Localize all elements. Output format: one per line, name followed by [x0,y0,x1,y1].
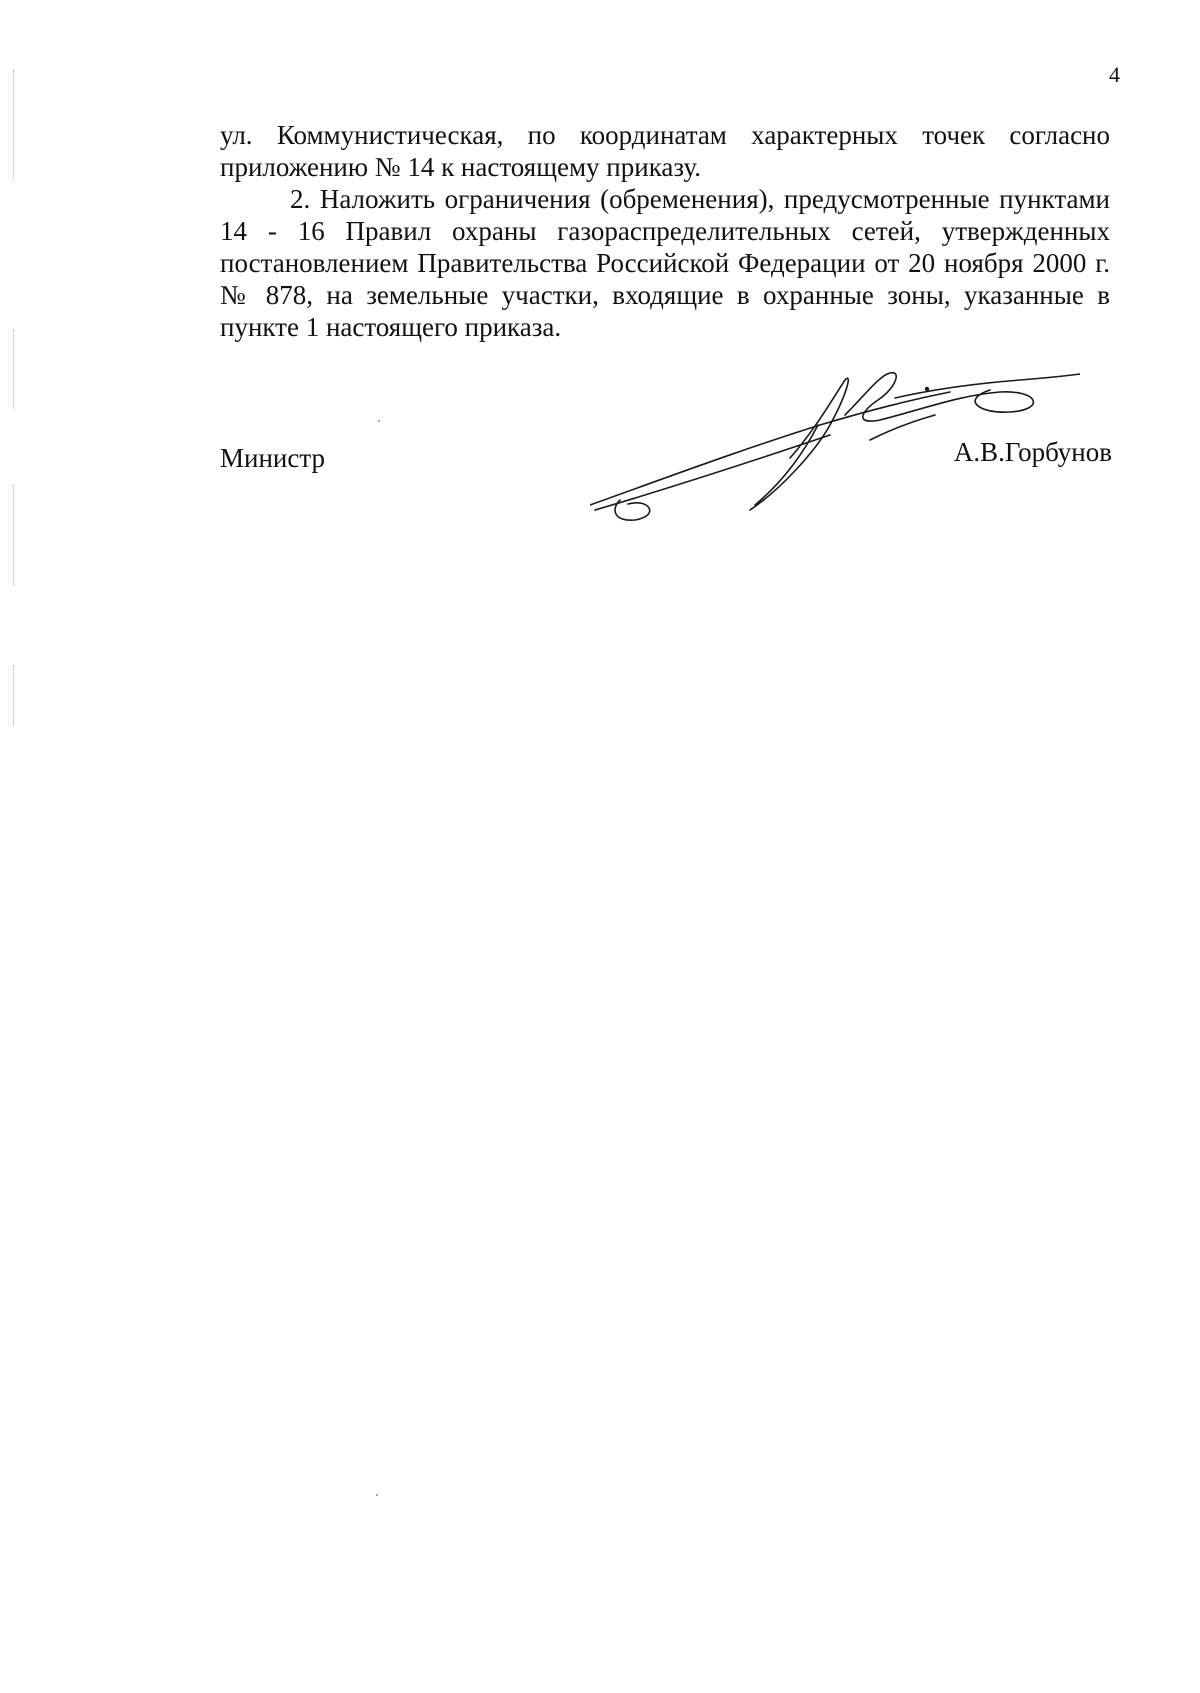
page-number: 4 [1109,62,1120,87]
document-body [220,119,1110,343]
scan-edge-mark [13,485,15,585]
paragraph-item-2: 2. Наложить ограничения (обременения), предусмотренные пунктами 14 - 16 Правил охраны газораспределительных сетей, утвержденных постановлением Правительства Российской Федерации от 20 ноября 2000 г. № 878, на земельные участки, входящие в охранные зоны, указанные в пункте 1 настоящего приказа. [220,184,1110,342]
paragraph-continuation: ул. Коммунистическая, по координатам характерных точек согласно приложению № 14 к настоящему приказу. [220,120,1110,182]
signature-block [220,437,1112,482]
scan-speck [376,1494,378,1496]
signatory-name: А.В.Горбунов [953,437,1112,467]
scan-speck [378,420,380,422]
scan-edge-mark [13,70,15,180]
scan-edge-mark [13,330,15,410]
signatory-position: Министр [220,443,325,473]
scan-edge-mark [13,665,15,725]
